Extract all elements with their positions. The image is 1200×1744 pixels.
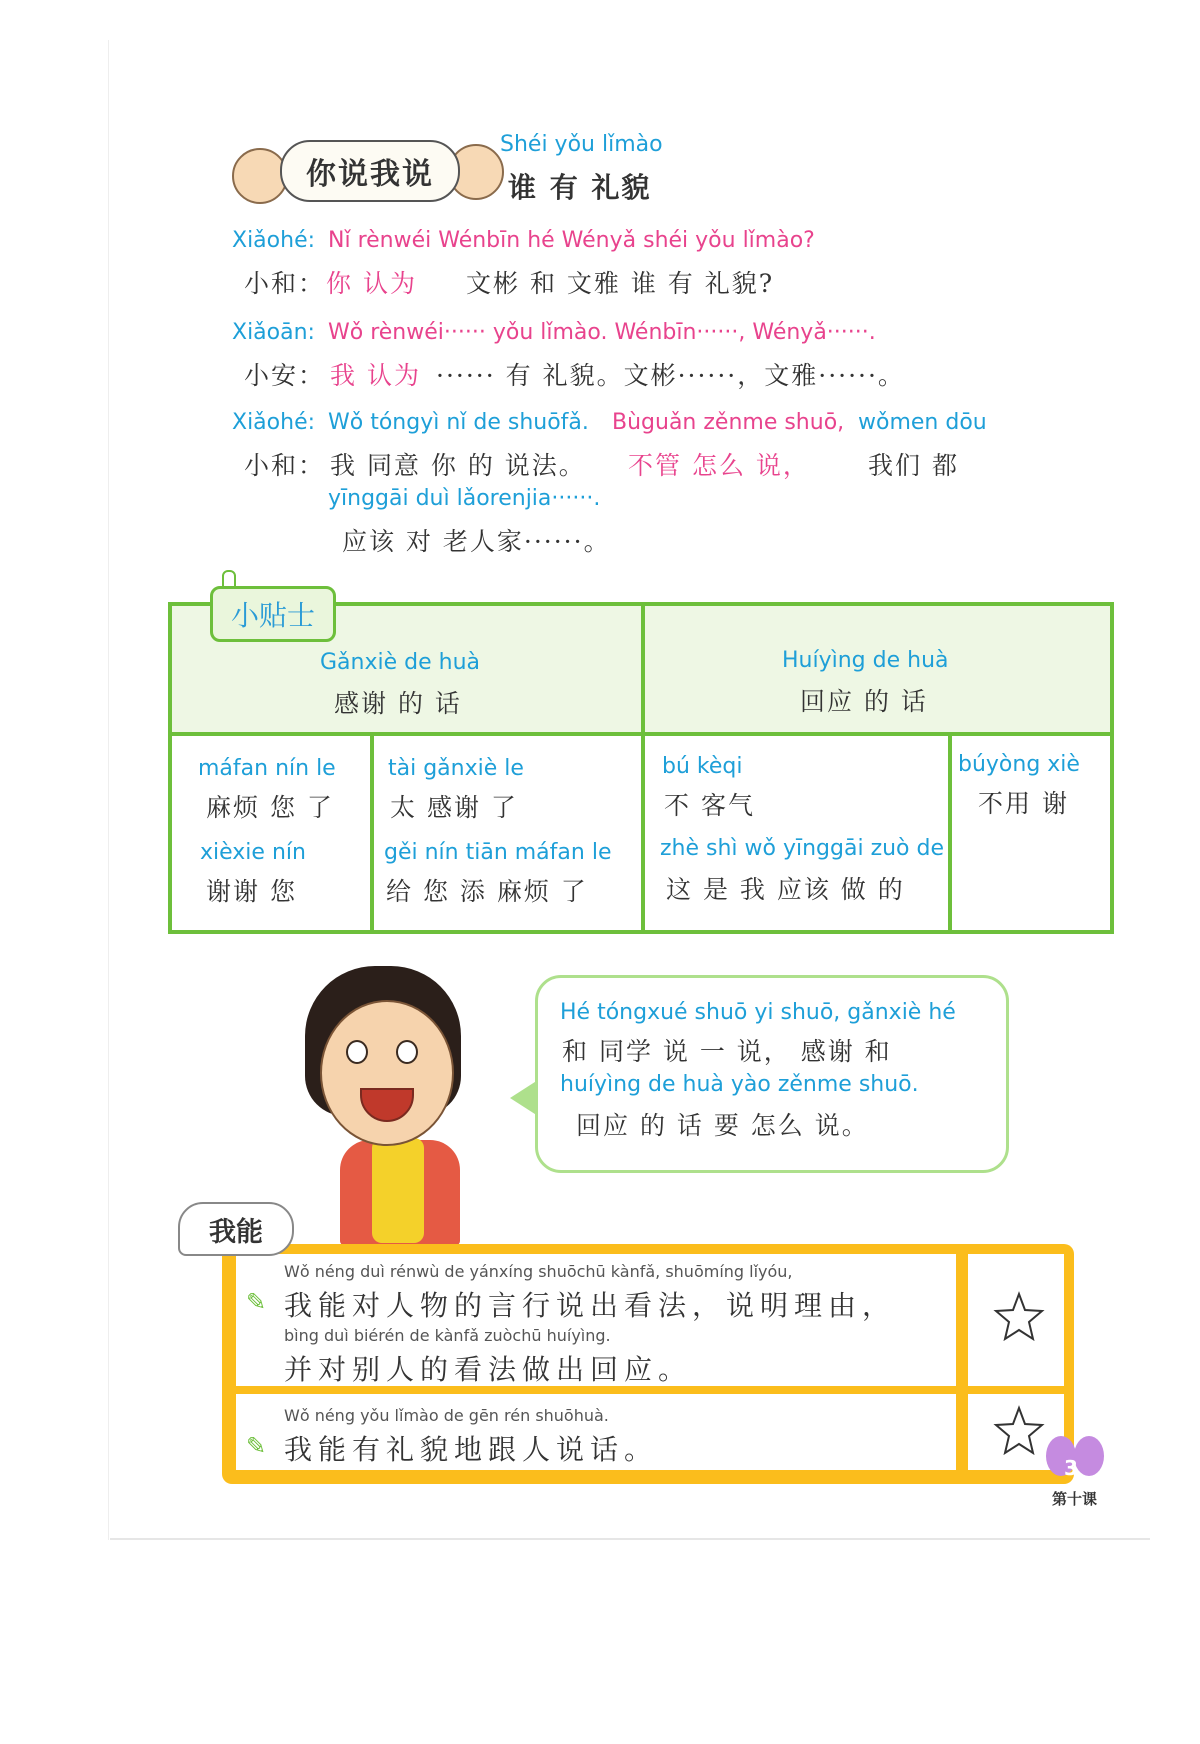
phrase-pinyin: búyòng xiè (958, 752, 1080, 777)
page-title: 谁 有 礼貌 (508, 171, 652, 204)
eye-icon (396, 1040, 418, 1064)
ican-pinyin: Wǒ néng duì rénwù de yánxíng shuōchū kànfǎ, shuōmíng lǐyóu, (284, 1262, 793, 1281)
phrase: 不用 谢 (978, 789, 1069, 818)
tips-head-pinyin: Huíyìng de huà (782, 648, 949, 673)
dialogue-hanzi-pink: 我 认为 (330, 361, 421, 390)
phrase: 麻烦 您 了 (206, 793, 334, 822)
phrase: 太 感谢 了 (390, 793, 518, 822)
divider (948, 732, 952, 930)
speaker-pinyin: Xiǎohé: (232, 410, 316, 435)
ican-pinyin: Wǒ néng yǒu lǐmào de gēn rén shuōhuà. (284, 1406, 609, 1425)
phrase-pinyin: xièxie nín (200, 840, 306, 865)
ican-text: 并对别人的看法做出回应。 (284, 1353, 693, 1386)
dialogue-pinyin: yīnggāi duì lǎorenjia······. (328, 486, 601, 511)
dialogue-pinyin-pink: Bùguǎn zěnme shuō, (612, 410, 845, 435)
tips-tag: 小贴士 (210, 586, 336, 642)
phrase: 不 客气 (664, 791, 755, 820)
phrase: 这 是 我 应该 做 的 (666, 875, 905, 904)
dialogue-pinyin: Wǒ rènwéi······ yǒu lǐmào. Wénbīn······, Wényǎ······. (328, 320, 876, 345)
pencil-icon: ✎ (246, 1288, 267, 1316)
speaker: 小和： (244, 451, 326, 480)
phrase: 给 您 添 麻烦 了 (386, 877, 588, 906)
speaker: 小和： (244, 269, 326, 298)
tips-head-label: 回应 的 话 (800, 687, 928, 716)
dialogue-pinyin: wǒmen dōu (858, 410, 987, 435)
section-badge: 你说我说 (280, 140, 460, 202)
girl-shirt (372, 1138, 424, 1243)
phrase-pinyin: bú kèqi (662, 754, 743, 779)
page-number: 3 (1064, 1456, 1078, 1480)
phrase-pinyin: máfan nín le (198, 756, 336, 781)
page-bottom-line (110, 1538, 1150, 1540)
ican-text: 我能对人物的言行说出看法，说明理由， (284, 1289, 897, 1322)
bubble-pinyin: huíyìng de huà yào zěnme shuō. (560, 1072, 919, 1097)
speaker-pinyin: Xiǎoān: (232, 320, 315, 345)
tips-head-pinyin: Gǎnxiè de huà (320, 650, 480, 675)
speaker: 小安： (244, 361, 326, 390)
divider (641, 606, 645, 930)
eye-icon (346, 1040, 368, 1064)
star-outline-icon[interactable] (992, 1404, 1046, 1458)
bubble-pinyin: Hé tóngxué shuō yi shuō, gǎnxiè hé (560, 1000, 956, 1025)
page-edge (108, 40, 109, 1540)
dialogue-pinyin: Wǒ tóngyì nǐ de shuōfǎ. (328, 410, 589, 435)
bubble-hanzi: 和 同学 说 一 说， 感谢 和 (562, 1037, 892, 1066)
phrase-pinyin: zhè shì wǒ yīnggāi zuò de (660, 836, 945, 861)
ican-pinyin: bìng duì biérén de kànfǎ zuòchū huíyìng. (284, 1326, 611, 1345)
girl-face (320, 1000, 454, 1146)
ican-text: 我能有礼貌地跟人说话。 (284, 1433, 659, 1466)
title-pinyin: Shéi yǒu lǐmào (500, 132, 663, 157)
phrase: 谢谢 您 (206, 877, 297, 906)
dialogue-hanzi: 我们 都 (868, 451, 959, 480)
star-outline-icon[interactable] (992, 1290, 1046, 1344)
phrase-pinyin: gěi nín tiān máfan le (384, 840, 612, 865)
tips-head-label: 感谢 的 话 (334, 689, 462, 718)
dialogue-hanzi: 文彬 和 文雅 谁 有 礼貌? (466, 269, 775, 298)
dialogue-hanzi: 应该 对 老人家······。 (342, 527, 611, 556)
lesson-label: 第十课 (1052, 1490, 1098, 1508)
bubble-hanzi: 回应 的 话 要 怎么 说。 (576, 1111, 869, 1140)
ican-tag: 我能 (178, 1202, 294, 1256)
dialogue-hanzi-pink: 不管 怎么 说， (628, 451, 810, 480)
dialogue-hanzi-pink: 你 认为 (326, 269, 417, 298)
divider (370, 732, 374, 930)
bubble-tail (510, 1080, 538, 1116)
dialogue-pinyin: Nǐ rènwéi Wénbīn hé Wényǎ shéi yǒu lǐmào? (328, 228, 815, 253)
pencil-icon: ✎ (246, 1432, 267, 1460)
phrase-pinyin: tài gǎnxiè le (388, 756, 524, 781)
speaker-pinyin: Xiǎohé: (232, 228, 316, 253)
dialogue-hanzi: ······ 有 礼貌。文彬······，文雅······。 (436, 361, 905, 390)
dialogue-hanzi: 我 同意 你 的 说法。 (330, 451, 586, 480)
